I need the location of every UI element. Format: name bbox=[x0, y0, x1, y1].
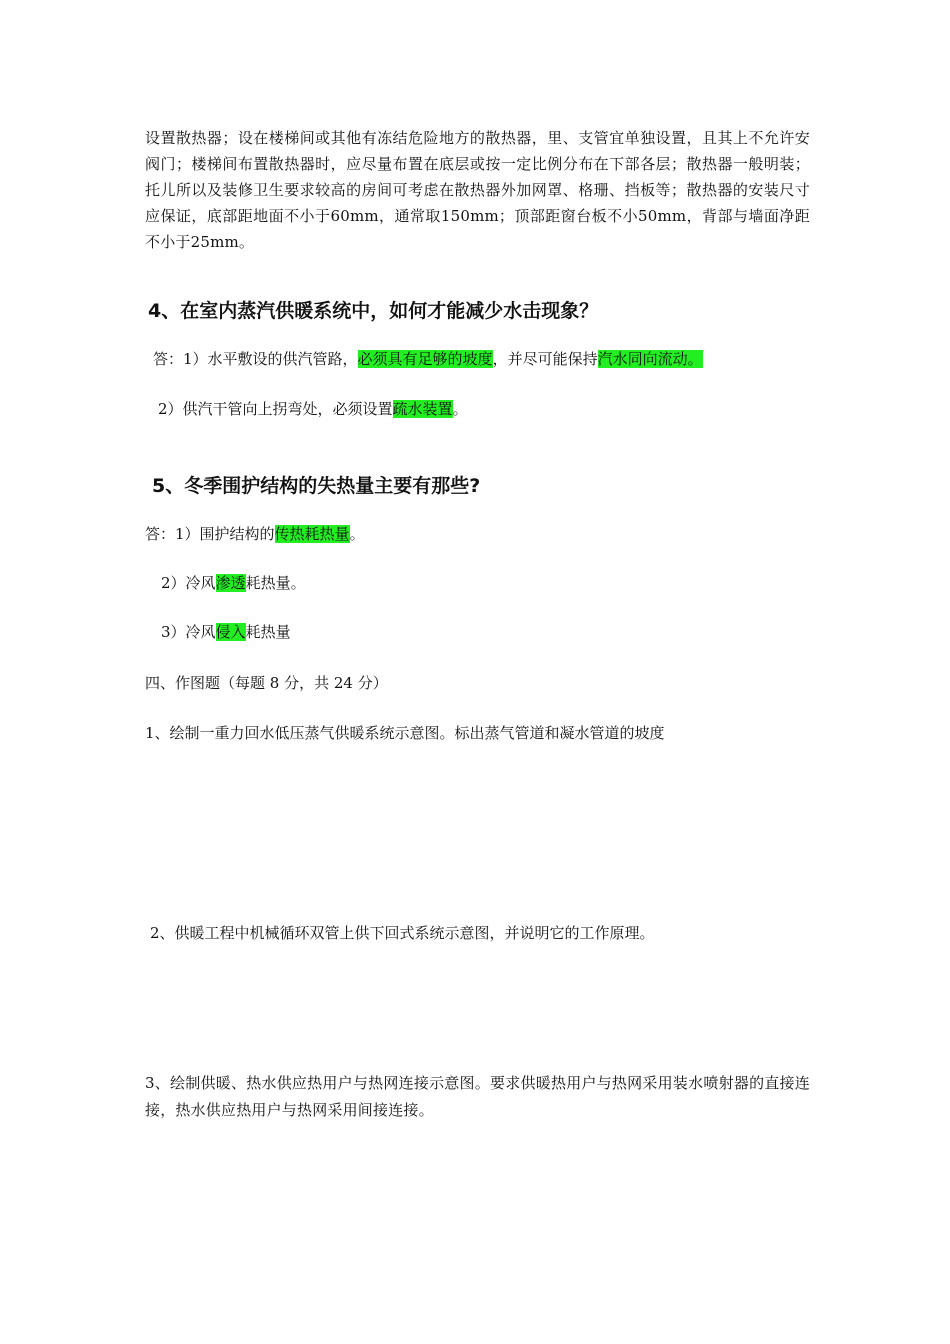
drawing-question-2: 2、供暖工程中机械循环双管上供下回式系统示意图，并说明它的工作原理。 bbox=[150, 924, 655, 942]
q4-answer-2-prefix: 2）供汽干管向上拐弯处，必须设置 bbox=[158, 400, 393, 418]
q5-answer-3-suffix: 耗热量 bbox=[245, 623, 291, 641]
q5-answer-3 bbox=[161, 621, 291, 643]
q4-answer-1-highlight-2: 汽水同向流动。 bbox=[597, 350, 703, 368]
q5-answer-2-suffix: 耗热量。 bbox=[245, 574, 306, 592]
question-5-heading: 5、冬季围护结构的失热量主要有那些? bbox=[152, 475, 481, 497]
q5-answer-3-prefix: 3）冷风 bbox=[161, 623, 216, 641]
q4-answer-2 bbox=[158, 398, 468, 420]
q4-answer-2-highlight: 疏水装置 bbox=[392, 400, 453, 418]
q4-answer-1 bbox=[153, 348, 703, 370]
drawing-question-3: 3、绘制供暖、热水供应热用户与热网连接示意图。要求供暖热用户与热网采用装水喷射器的直接连接，热水供应热用户与热网采用间接连接。 bbox=[145, 1074, 810, 1119]
q5-answer-1-prefix: 答：1）围护结构的 bbox=[145, 525, 275, 543]
drawing-question-1: 1、绘制一重力回水低压蒸气供暖系统示意图。标出蒸气管道和凝水管道的坡度 bbox=[145, 724, 665, 742]
q4-answer-1-highlight-1: 必须具有足够的坡度 bbox=[357, 350, 493, 368]
q5-answer-2-highlight: 渗透 bbox=[215, 574, 246, 592]
q5-answer-1-suffix: 。 bbox=[349, 525, 365, 543]
section-4-title: 四、作图题（每题 8 分，共 24 分） bbox=[145, 674, 388, 692]
q5-answer-3-highlight: 侵入 bbox=[215, 623, 246, 641]
top-paragraph: 设置散热器；设在楼梯间或其他有冻结危险地方的散热器，里、支管宜单独设置，且其上不允许安阀门；楼梯间布置散热器时，应尽量布置在底层或按一定比例分布在下部各层；散热器一般明装；托儿所以及装修卫生要求较高的房间可考虑在散热器外加网罩、格珊、挡板等；散热器的安装尺寸应保证，底部距地面不小于60mm，通常取150mm；顶部距窗台板不小50mm，背部与墙面净距不小于25mm。 bbox=[145, 129, 810, 251]
q5-answer-2 bbox=[161, 572, 306, 594]
q5-answer-1 bbox=[145, 523, 365, 545]
q5-answer-1-highlight: 传热耗热量 bbox=[274, 525, 350, 543]
question-4-heading: 4、在室内蒸汽供暖系统中，如何才能减少水击现象？ bbox=[148, 300, 599, 322]
q5-answer-2-prefix: 2）冷风 bbox=[161, 574, 216, 592]
q4-answer-1-middle: ，并尽可能保持 bbox=[492, 350, 598, 368]
q4-answer-1-prefix: 答：1）水平敷设的供汽管路， bbox=[153, 350, 358, 368]
q4-answer-2-suffix: 。 bbox=[452, 400, 468, 418]
